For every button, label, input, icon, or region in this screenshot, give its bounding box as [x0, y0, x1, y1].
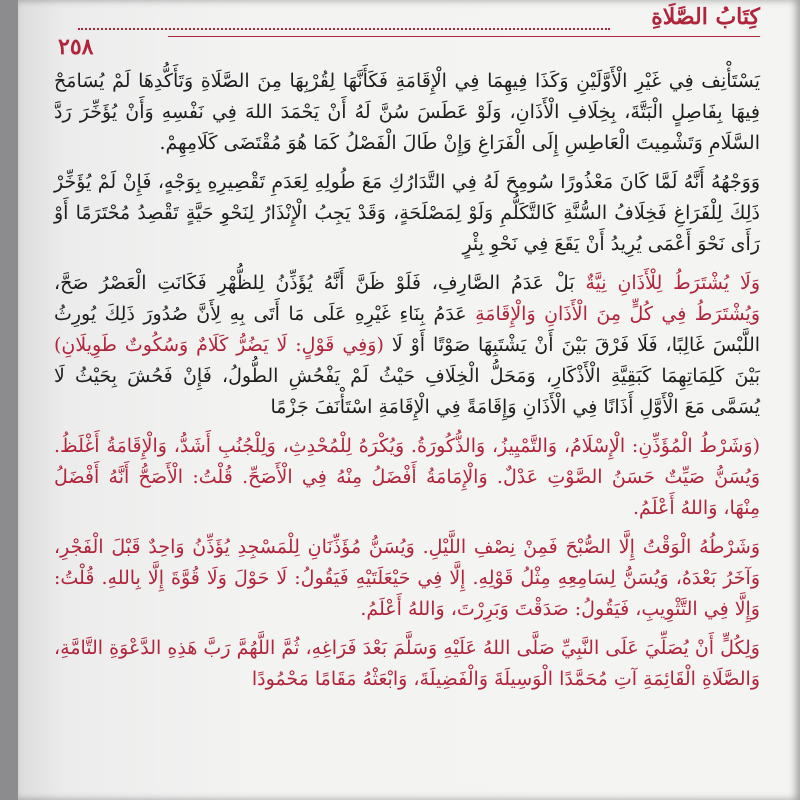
paragraph — [54, 268, 760, 423]
matn-text: وَلِكُلٍّ أَنْ يُصَلِّيَ عَلَى النَّبِيِّ صَلَّى اللهُ عَلَيْهِ وَسَلَّمَ بَعْدَ فَرَاغِهِ، ثُمَّ اللَّهُمَّ رَبَّ هَذِهِ الدَّعْوَةِ التَّامَّةِ، وَالصَّلَاةِ الْقَائِمَةِ آتِ مُحَمَّدًا الْوَسِيلَةَ وَالْفَضِيلَةَ، وَابْعَثْهُ مَقَامًا مَحْمُودًا — [54, 637, 760, 690]
header-rule — [168, 36, 760, 37]
paragraph — [54, 431, 760, 524]
paragraph — [54, 66, 760, 159]
commentary-text: وَوَجْهُهُ أَنَّهُ لَمَّا كَانَ مَعْذُورًا سُومِحَ لَهُ فِي التَّدَارُكِ مَعَ طُولِهِ لِعَدَمِ تَقْصِيرِهِ بِوَجْهٍ، فَإِنْ لَمْ يُؤَخِّرْ ذَلِكَ لِلْفَرَاغِ فَخِلَافُ السُّنَّةِ كَالتَّكَلُّمِ وَلَوْ لِمَصْلَحَةٍ، وَقَدْ يَجِبُ الْإِنْذَارُ لِنَحْوِ حَيَّةٍ تَقْصِدُ مُحْتَرَمًا أَوْ رَأَى نَحْوَ أَعْمَى يُرِيدُ أَنْ يَقَعَ فِي نَحْوِ بِئْرٍ — [54, 171, 760, 255]
commentary-text: بَيْنَ كَلِمَاتِهِمَا كَبَقِيَّةِ الْأَذْكَارِ، وَمَحَلُّ الْخِلَافِ حَيْثُ لَمْ يَفْحُشِ الطُّولُ، فَإِنْ فَحُشَ بِحَيْثُ لَا يُسَمَّى مَعَ الْأَوَّلِ أَذَانًا فِي الْأَذَانِ وَإِقَامَةً فِي الْإِقَامَةِ اسْتَأْنَفَ جَزْمًا — [54, 365, 760, 418]
matn-text: وَيُشْتَرَطُ فِي كُلٍّ مِنَ الْأَذَانِ وَالْإِقَامَةِ — [475, 303, 760, 325]
matn-text: وَلَا يُشْتَرَطُ لِلْأَذَانِ نِيَّةٌ — [585, 272, 760, 294]
paragraph — [54, 633, 760, 695]
book-title: كِتَابُ الصَّلَاةِ — [651, 4, 760, 30]
book-page — [18, 0, 800, 800]
matn-text: وَشَرْطُهُ الْوَقْتُ إِلَّا الصُّبْحَ فَمِنْ نِصْفِ اللَّيْلِ. وَيُسَنُّ مُؤَذِّنَانِ لِلْمَسْجِدِ يُؤَذِّنُ وَاحِدٌ قَبْلَ الْفَجْرِ، وَآخَرُ بَعْدَهُ، وَيُسَنُّ لِسَامِعِهِ مِثْلُ قَوْلِهِ. إِلَّا فِي حَيْعَلَتَيْهِ فَيَقُولُ: لَا حَوْلَ وَلَا قُوَّةَ إِلَّا بِاللهِ. قُلْتُ: وَإِلَّا فِي التَّثْوِيبِ، فَيَقُولُ: صَدَقْتَ وَبَرِرْتَ، وَاللهُ أَعْلَمُ. — [54, 536, 760, 620]
page-header — [58, 0, 760, 60]
commentary-text: يَسْتَأْنِف فِي غَيْرِ الْأَوَّلَيْنِ وَكَذَا فِيهِمَا فِي الْإِقَامَةِ فَكَأَنَّهَا لِقُرْبِهَا مِنَ الصَّلَاةِ وَتَأَكُّدِهَا لَمْ يُسَامَحْ فِيهَا بِفَاصِلٍ الْبَتَّةَ، بِخِلَافِ الْأَذَانِ، وَلَوْ عَطَسَ سُنَّ لَهُ أَنْ يَحْمَدَ اللهَ فِي نَفْسِهِ وَأَنْ يُؤَخِّرَ رَدَّ السَّلَامِ وَتَشْمِيتَ الْعَاطِسِ إِلَى الْفَرَاغِ وَإِنْ طَالَ الْفَصْلُ كَمَا هُوَ مُقْتَضَى كَلَامِهِمْ. — [54, 70, 760, 154]
paragraph — [54, 167, 760, 260]
paragraph — [54, 532, 760, 625]
header-dotted-line — [78, 28, 610, 30]
commentary-text: عَدَمُ بِنَاءِ غَيْرِهِ عَلَى مَا أَتَى بِهِ لِأَنَّ صُدُورَ ذَلِكَ يُورِثُ اللَّبْسَ غَالِبًا، فَلَا فَرْقَ بَيْنَ أَنْ يَشْتَبِهَا صَوْتًا أَوْ لَا — [54, 303, 761, 356]
page-content — [54, 66, 760, 800]
page-number: ٢٥٨ — [58, 34, 94, 60]
matn-text: (وَشَرْطُ الْمُؤَذِّنِ: الْإِسْلَامُ، وَالتَّمْيِيزُ، وَالذُّكُورَةُ. وَيُكْرَهُ لِلْمُحْدِثِ، وَلِلْجُنُبِ أَشَدُّ، وَالْإِقَامَةُ أَغْلَظُ. وَيُسَنُّ صَيِّتٌ حَسَنُ الصَّوْتِ عَدْلٌ. وَالْإِمَامَةُ أَفْضَلُ مِنْهُ فِي الْأَصَحِّ. قُلْتُ: الْأَصَحُّ أَنَّهُ أَفْضَلُ مِنْهَا، وَاللهُ أَعْلَمُ. — [54, 435, 760, 519]
commentary-text: بَلْ عَدَمُ الصَّارِفِ، فَلَوْ ظَنَّ أَنَّهُ يُؤَذِّنُ لِلظُّهْرِ فَكَانَتِ الْعَصْرُ صَحَّ، — [54, 272, 586, 294]
matn-text: (وَفِي قَوْلٍ: لَا يَضُرُّ كَلَامٌ وَسُكُوتٌ طَوِيلَانِ) — [54, 334, 384, 356]
